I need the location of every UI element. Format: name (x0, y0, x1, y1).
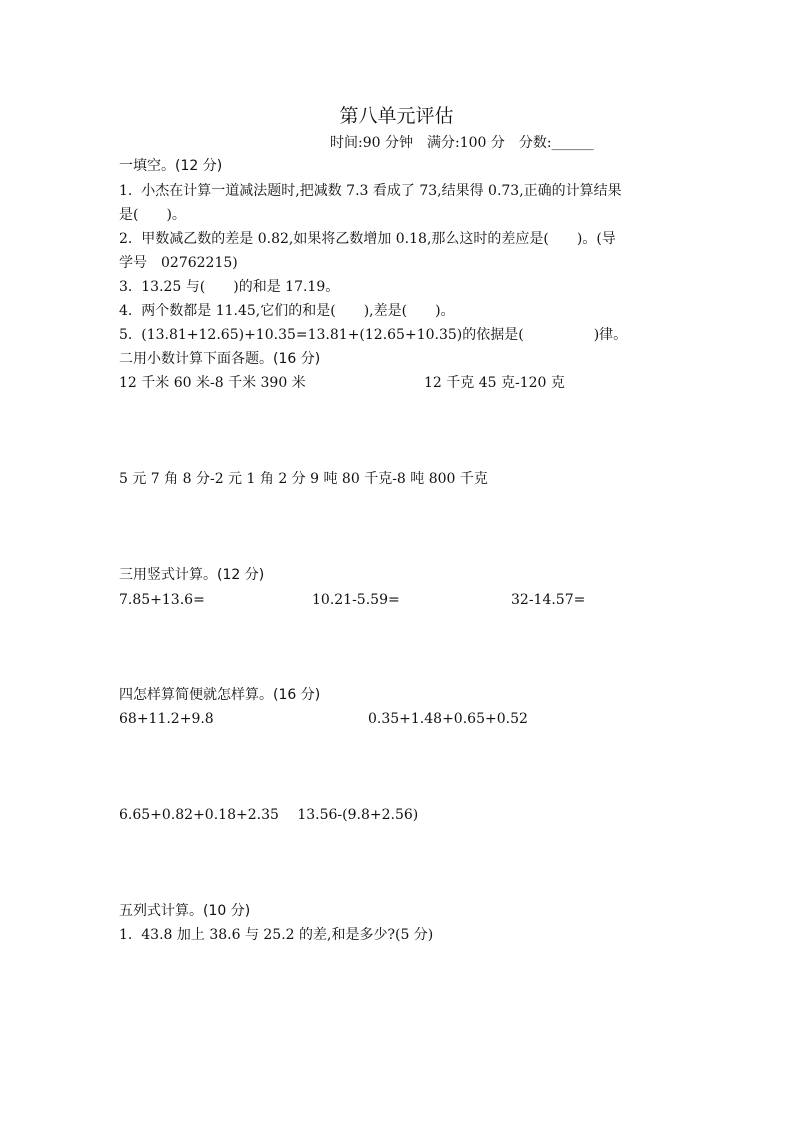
question-1-line2: 是( )。 (119, 207, 186, 223)
section3-item-2: 10.21-5.59= (312, 592, 400, 608)
question-4: 4. 两个数都是 11.45,它们的和是( ),差是( )。 (119, 303, 455, 319)
section3-item-1: 7.85+13.6= (119, 592, 205, 608)
section4-item-1: 68+11.2+9.8 (119, 711, 214, 727)
section2-item-1: 12 千米 60 米-8 千米 390 米 (119, 375, 306, 391)
exam-meta: 时间:90 分钟 满分:100 分 分数:______ (330, 135, 594, 151)
section3-heading: 三用竖式计算。(12 分) (119, 567, 265, 583)
section5-question-1: 1. 43.8 加上 38.6 与 25.2 的差,和是多少?(5 分) (119, 927, 434, 943)
question-1-line1: 1. 小杰在计算一道减法题时,把减数 7.3 看成了 73,结果得 0.73,正确的计算结果 (119, 183, 622, 199)
section4-item-3: 6.65+0.82+0.18+2.35 13.56-(9.8+2.56) (119, 807, 419, 823)
question-2-line2: 学号 02762215) (119, 255, 238, 271)
section3-item-3: 32-14.57= (511, 592, 586, 608)
section2-item-2: 12 千克 45 克-120 克 (424, 375, 565, 391)
question-3: 3. 13.25 与( )的和是 17.19。 (119, 279, 340, 295)
section4-heading: 四怎样算简便就怎样算。(16 分) (119, 687, 321, 703)
question-5: 5. (13.81+12.65)+10.35=13.81+(12.65+10.35)的依据是( )律。 (119, 327, 628, 343)
page-title: 第八单元评估 (339, 105, 454, 127)
section2-item-3: 5 元 7 角 8 分-2 元 1 角 2 分 9 吨 80 千克-8 吨 800 千克 (119, 471, 488, 487)
question-2-line1: 2. 甲数减乙数的差是 0.82,如果将乙数增加 0.18,那么这时的差应是( )。(导 (119, 231, 616, 247)
section5-heading: 五列式计算。(10 分) (119, 903, 251, 919)
section4-item-2: 0.35+1.48+0.65+0.52 (368, 711, 528, 727)
section1-heading: 一填空。(12 分) (119, 158, 223, 174)
section2-heading: 二用小数计算下面各题。(16 分) (119, 351, 321, 367)
